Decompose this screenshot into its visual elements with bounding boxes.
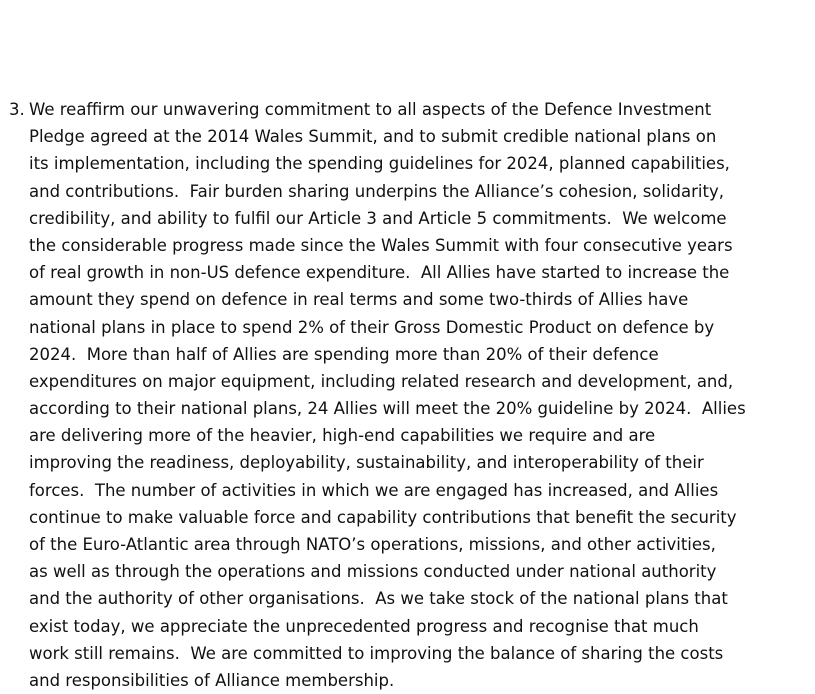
numbered-paragraph (9, 96, 809, 694)
paragraph-line: continue to make valuable force and capability contributions that benefit the security (29, 507, 737, 527)
document (9, 96, 809, 694)
paragraph-line: credibility, and ability to fulfil our Article 3 and Article 5 commitments. We welcome (29, 208, 727, 228)
paragraph-line: as well as through the operations and missions conducted under national authority (29, 562, 717, 582)
paragraph-number: 3. (9, 100, 25, 119)
paragraph-line: improving the readiness, deployability, sustainability, and interoperability of their (29, 453, 704, 473)
paragraph-line: according to their national plans, 24 Allies will meet the 20% guideline by 2024. Allies (29, 399, 746, 419)
paragraph-line: and the authority of other organisations. As we take stock of the national plans that (29, 589, 728, 609)
paragraph-line: 2024. More than half of Allies are spending more than 20% of their defence (29, 344, 659, 364)
paragraph-line: work still remains. We are committed to improving the balance of sharing the costs (29, 643, 724, 663)
paragraph-line: the considerable progress made since the Wales Summit with four consecutive years (29, 235, 733, 255)
paragraph-line: Pledge agreed at the 2014 Wales Summit, and to submit credible national plans on (29, 127, 717, 147)
paragraph-line: forces. The number of activities in which we are engaged has increased, and Allies (29, 480, 719, 500)
paragraph-line: and contributions. Fair burden sharing underpins the Alliance’s cohesion, solidarity, (29, 181, 724, 201)
paragraph-line: its implementation, including the spending guidelines for 2024, planned capabilities, (29, 154, 730, 174)
paragraph-line: and responsibilities of Alliance membership. (29, 670, 395, 690)
paragraph-line: of real growth in non-US defence expenditure. All Allies have started to increase the (29, 263, 730, 283)
paragraph-body (29, 96, 809, 694)
paragraph-line: We reaffirm our unwavering commitment to all aspects of the Defence Investment (29, 100, 712, 119)
paragraph-line: of the Euro-Atlantic area through NATO’s operations, missions, and other activities, (29, 535, 716, 554)
paragraph-line: amount they spend on defence in real terms and some two-thirds of Allies have (29, 290, 689, 310)
paragraph-line: national plans in place to spend 2% of their Gross Domestic Product on defence by (29, 317, 715, 337)
paragraph-line: are delivering more of the heavier, high-end capabilities we require and are (29, 426, 656, 446)
paragraph-line: exist today, we appreciate the unprecedented progress and recognise that much (29, 616, 699, 636)
paragraph-line: expenditures on major equipment, including related research and development, and, (29, 371, 734, 391)
